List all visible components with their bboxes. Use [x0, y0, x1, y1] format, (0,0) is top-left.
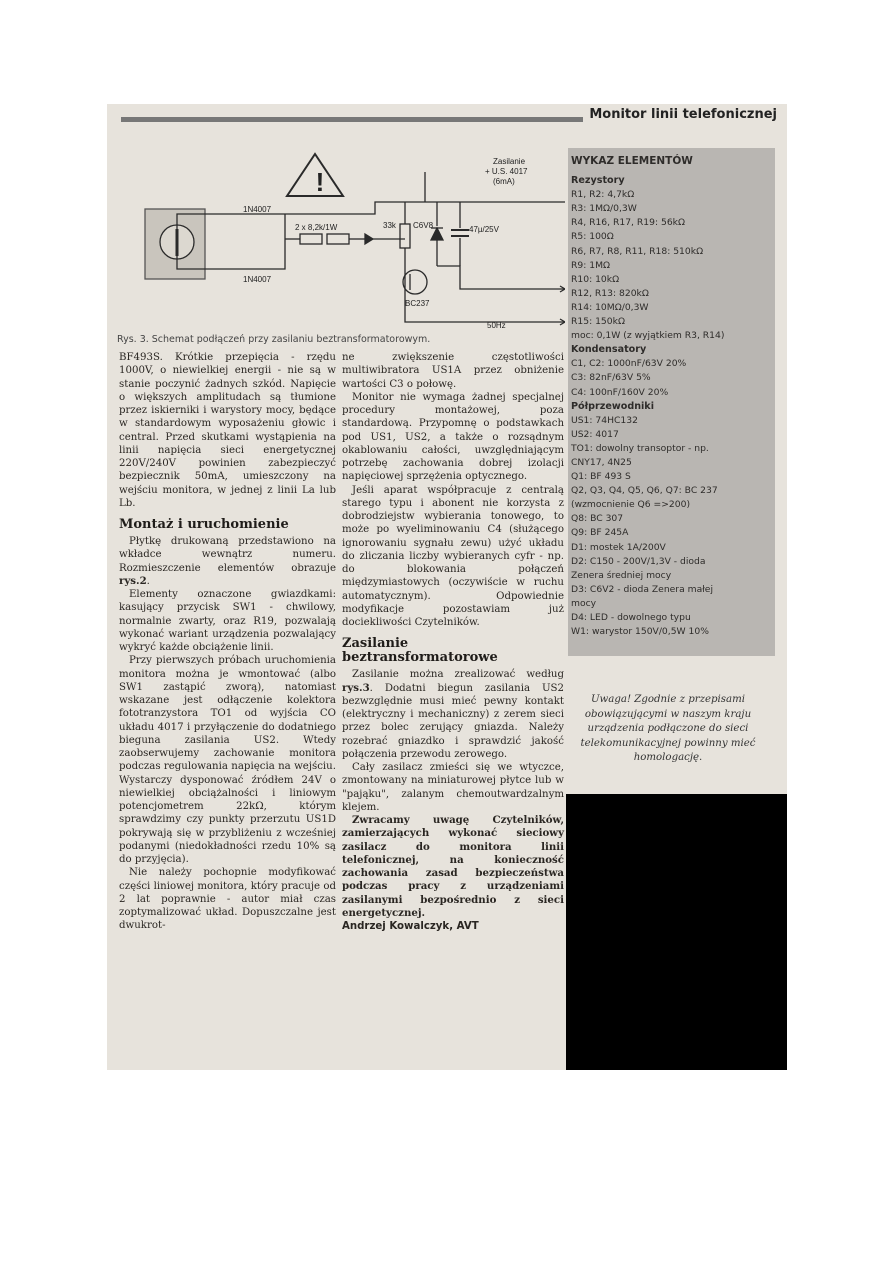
parts-list-item: R9: 1MΩ	[571, 259, 611, 271]
parts-list-item: C1, C2: 1000nF/63V 20%	[571, 358, 687, 370]
supply-current-label: (6mA)	[493, 177, 515, 186]
zener-label: C6V8	[413, 221, 434, 230]
schematic-diagram	[115, 144, 565, 344]
parts-list-item: W1: warystor 150V/0,5W 10%	[571, 626, 709, 638]
paragraph: Monitor nie wymaga żadnej specjalnej procedury montażowej, poza standardową. Przypomnę o podstawkach pod US1, US2, a także o rozsądnym okablowaniu całości, uwzględniającym potrzebę zachowania dobrej izolacji napięciowej sprzężenia optycznego.	[342, 391, 564, 483]
parts-list-item: D4: LED - dowolnego typu	[571, 612, 691, 623]
semiconductor-list	[571, 414, 775, 640]
parts-list-item: moc: 0,1W (z wyjątkiem R3, R14)	[571, 330, 725, 342]
paragraph: Zasilanie można zrealizować według rys.3. Dodatni biegun zasilania US2 bezwzględnie musi mieć pewny kontakt (elektryczny i mechaniczny) z zerem sieci przez bolec zerujący gniazda. Należy rozebrać gniazdko i sprawdzić jakość połączenia przewodu zerowego.	[342, 669, 564, 760]
diode-top-label: 1N4007	[243, 205, 272, 214]
parts-list-title: WYKAZ ELEMENTÓW	[571, 155, 693, 167]
section-heading: Zasilanie beztransformatorowe	[342, 636, 498, 666]
parts-list-item: Zenera średniej mocy	[571, 569, 672, 581]
resistor-list	[571, 188, 775, 343]
redacted-block	[566, 794, 787, 1070]
supply-label: Zasilanie	[493, 157, 526, 166]
author-signature: Andrzej Kowalczyk, AVT	[342, 921, 479, 932]
resistor-series-label: 2 x 8,2k/1W	[295, 223, 338, 232]
text-column-2	[342, 351, 564, 933]
text-column-1	[119, 351, 336, 933]
parts-section-heading: Półprzewodniki	[571, 400, 654, 412]
resistor-33k-label: 33k	[383, 221, 396, 230]
parts-list-item: C4: 100nF/160V 20%	[571, 386, 669, 398]
magazine-page	[107, 104, 787, 1070]
paragraph: BF493S. Krótkie przepięcia - rzędu 1000V, o niewielkiej energii - nie są w stanie poczynić żadnych szkód. Napięcie o większych amplitudach są tłumione przez iskierniki i warystory mocy, będące w standardowym wyposażeniu głowic i central. Przed skutkami wystąpienia na linii napięcia sieci energetycznej 220V/240V powinien zabezpieczyć bezpiecznik 50mA, umieszczony na wejściu monitora, w jednej z linii La lub Lb.	[119, 352, 336, 509]
figure-ref: rys.2	[119, 574, 147, 587]
section-heading: Montaż i uruchomienie	[119, 517, 289, 532]
safety-notice: Zwracamy uwagę Czytelników, zamierzających wykonać sieciowy zasilacz do monitora linii telefonicznej, na konieczność zachowania zasad bezpieczeństwa podczas pracy z urządzeniami zasilanymi bezpośrednio z sieci energetycznej.	[342, 814, 564, 919]
paragraph: Elementy oznaczone gwiazdkami: kasujący przycisk SW1 - chwilowy, normalnie zwarty, oraz R19, pozwalają wykonać wariant urządzenia pozwalający wykryć każde obciążenie linii.	[119, 589, 336, 653]
parts-list-item: C3: 82nF/63V 5%	[571, 372, 651, 384]
parts-list-item: Q1: BF 493 S	[571, 471, 631, 483]
figure-caption: Rys. 3. Schemat podłączeń przy zasilaniu beztransformatorowym.	[117, 334, 431, 345]
figure-ref: rys.3	[342, 681, 370, 694]
parts-list-box	[568, 148, 775, 656]
parts-list-item: R14: 10MΩ/0,3W	[571, 301, 649, 313]
paragraph: Jeśli aparat współpracuje z centralą starego typu i abonent nie korzysta z dobrodziejstw wybierania tonowego, to może po wyeliminowaniu C4 (służącego ignorowaniu sygnału zewu) użyć układu do zliczania liczby wybieranych cyfr - np. do blokowania połączeń międzymiastowych (oczywiście w ruchu automatycznym). Odpowiednie modyfikacje pozostawiam już dociekliwości Czytelników.	[342, 484, 564, 628]
paragraph: ne zwiększenie częstotliwości multiwibratora US1A przez obniżenie wartości C3 o połowę.	[342, 352, 564, 390]
warning-exclamation-icon: !	[315, 167, 325, 197]
parts-list-item: D1: mostek 1A/200V	[571, 541, 666, 553]
header-rule	[121, 117, 583, 122]
parts-list-item: D3: C6V2 - dioda Zenera małej	[571, 583, 714, 595]
diode-bottom-label: 1N4007	[243, 275, 272, 284]
page-header-title: Monitor linii telefonicznej	[589, 107, 777, 122]
homologation-warning: Uwaga! Zgodnie z przepisami obowiązującymi w naszym kraju urządzenia podłączone do sieci telekomunikacyjnej powinny mieć homologację.	[580, 694, 756, 763]
parts-list-item: US2: 4017	[571, 428, 619, 440]
parts-list-item: TO1: dowolny transoptor - np.	[571, 442, 709, 454]
parts-list-item: R1, R2: 4,7kΩ	[571, 189, 635, 201]
parts-list-item: R6, R7, R8, R11, R18: 510kΩ	[571, 245, 704, 257]
parts-list-item: R15: 150kΩ	[571, 316, 625, 328]
parts-list-item: mocy	[571, 597, 597, 609]
parts-list-item: R3: 1MΩ/0,3W	[571, 203, 637, 215]
paragraph: Nie należy pochopnie modyfikować części liniowej monitora, który pracuje od 2 lat poprawnie - autor miał czas zoptymalizować układ. Dopuszczalne jest dwukrot-	[119, 867, 336, 932]
parts-section-heading: Rezystory	[571, 175, 625, 187]
parts-list-item: Q2, Q3, Q4, Q5, Q6, Q7: BC 237	[571, 485, 718, 497]
parts-list-item: R12, R13: 820kΩ	[571, 287, 649, 299]
parts-list-item: Q9: BF 245A	[571, 527, 629, 539]
output-label: 50Hz	[487, 321, 506, 330]
parts-list-item: R5: 100Ω	[571, 231, 614, 243]
capacitor-label: 47µ/25V	[469, 225, 499, 234]
supply-plus-label: + U.S. 4017	[485, 167, 528, 176]
capacitor-list	[571, 357, 775, 399]
parts-list-item: (wzmocnienie Q6 =>200)	[571, 499, 691, 511]
transistor-label: BC237	[405, 299, 430, 308]
parts-list-item: US1: 74HC132	[571, 414, 638, 426]
paragraph: Cały zasilacz zmieści się we wtyczce, zmontowany na miniaturowej płytce lub w "pająku", zalanym chemoutwardzalnym klejem.	[342, 762, 564, 813]
parts-list-item: D2: C150 - 200V/1,3V - dioda	[571, 555, 706, 567]
paragraph: Płytkę drukowaną przedstawiono na wkładce wewnątrz numeru. Rozmieszczenie elementów obrazuje rys.2.	[119, 536, 336, 587]
parts-list-item: R10: 10kΩ	[571, 273, 620, 285]
parts-list-item: R4, R16, R17, R19: 56kΩ	[571, 217, 686, 229]
paragraph: Przy pierwszych próbach uruchomienia monitora można je wmontować (albo SW1 zastąpić zworą), natomiast wskazane jest odłączenie kolektora fototranzystora TO1 od wyjścia CO układu 4017 i przyłączenie do dodatniego bieguna zasilania US2. Wtedy zaobserwujemy zachowanie monitora podczas regulowania napięcia na wejściu. Wystarczy dysponować źródłem 24V o niewielkiej obciążalności i liniowym potencjometrem 22kΩ, którym sprawdzimy czy punkty przerzutu US1D pokrywają się w przybliżeniu z wcześniej podanymi (niedokładności rzedu 10% są do przyjęcia).	[119, 655, 336, 865]
parts-list-item: CNY17, 4N25	[571, 456, 632, 468]
parts-list-item: Q8: BC 307	[571, 513, 624, 525]
parts-section-heading: Kondensatory	[571, 344, 647, 356]
